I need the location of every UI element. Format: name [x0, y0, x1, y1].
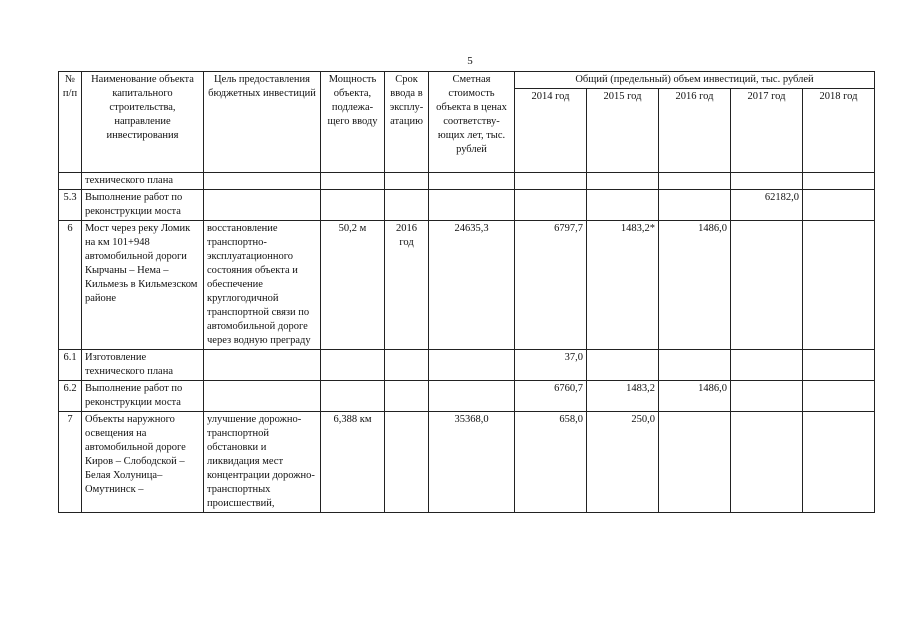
cell-num: 6 [59, 221, 82, 350]
cell-term: 2016 год [385, 221, 429, 350]
cell-2014 [515, 173, 587, 190]
cell-capacity [321, 190, 385, 221]
cell-term [385, 350, 429, 381]
cell-goal: восстановление транспортно-эксплуатационного состояния объекта и обеспечение круглогодичной транспортной связи по автомобильной дороге через водную преграду [204, 221, 321, 350]
cell-2014: 6760,7 [515, 381, 587, 412]
cell-cost [429, 350, 515, 381]
col-header-name: Наименование объекта капитального строительства, направление инвестирования [82, 72, 204, 173]
col-header-year: 2014 год [515, 89, 587, 173]
cell-2016: 1486,0 [659, 221, 731, 350]
cell-capacity: 6,388 км [321, 412, 385, 513]
cell-goal [204, 190, 321, 221]
cell-2017 [731, 173, 803, 190]
col-header-total: Общий (предельный) объем инвестиций, тыс. рублей [515, 72, 875, 89]
cell-capacity: 50,2 м [321, 221, 385, 350]
table-row [59, 381, 875, 412]
table-row [59, 412, 875, 513]
cell-num: 6.1 [59, 350, 82, 381]
cell-2018 [803, 190, 875, 221]
col-header-year: 2015 год [587, 89, 659, 173]
cell-cost [429, 190, 515, 221]
cell-2015 [587, 190, 659, 221]
cell-2015 [587, 173, 659, 190]
cell-2015: 1483,2* [587, 221, 659, 350]
cell-goal [204, 381, 321, 412]
cell-num: 6.2 [59, 381, 82, 412]
col-header-term: Срок ввода в эксплу- атацию [385, 72, 429, 173]
cell-goal [204, 350, 321, 381]
cell-2018 [803, 221, 875, 350]
cell-capacity [321, 381, 385, 412]
cell-2017 [731, 412, 803, 513]
col-header-num: № п/п [59, 72, 82, 173]
cell-2018 [803, 350, 875, 381]
cell-name: Изготовление технического плана [82, 350, 204, 381]
cell-term [385, 173, 429, 190]
col-header-cost: Сметная стоимость объекта в ценах соответству- ющих лет, тыс. рублей [429, 72, 515, 173]
cell-2016 [659, 412, 731, 513]
cell-2014: 658,0 [515, 412, 587, 513]
cell-2017 [731, 381, 803, 412]
cell-goal [204, 173, 321, 190]
cell-cost [429, 173, 515, 190]
cell-2017 [731, 221, 803, 350]
col-header-capacity: Мощность объекта, подлежа- щего вводу [321, 72, 385, 173]
cell-2015: 1483,2 [587, 381, 659, 412]
cell-name: Мост через реку Ломик на км 101+948 автомобильной дороги Кырчаны – Нема – Кильмезь в Кильмезском районе [82, 221, 204, 350]
table-row [59, 221, 875, 350]
table-row [59, 350, 875, 381]
table-row [59, 173, 875, 190]
cell-name: Выполнение работ по реконструкции моста [82, 381, 204, 412]
cell-2014: 6797,7 [515, 221, 587, 350]
cell-capacity [321, 350, 385, 381]
cell-name: Объекты наружного освещения на автомобильной дороге Киров – Слободской – Белая Холуница– Омутнинск – [82, 412, 204, 513]
cell-2017: 62182,0 [731, 190, 803, 221]
cell-2016 [659, 190, 731, 221]
cell-2014 [515, 190, 587, 221]
cell-num: 5.3 [59, 190, 82, 221]
cell-2016 [659, 173, 731, 190]
cell-2016 [659, 350, 731, 381]
cell-num [59, 173, 82, 190]
cell-goal: улучшение дорожно-транспортной обстановки и ликвидация мест концентрации дорожно-транспортных происшествий, [204, 412, 321, 513]
col-header-year: 2017 год [731, 89, 803, 173]
col-header-goal: Цель предоставления бюджетных инвестиций [204, 72, 321, 173]
cell-term [385, 412, 429, 513]
cell-2018 [803, 412, 875, 513]
cell-2014: 37,0 [515, 350, 587, 381]
cell-2018 [803, 381, 875, 412]
cell-2015: 250,0 [587, 412, 659, 513]
investment-table [58, 71, 875, 513]
cell-capacity [321, 173, 385, 190]
cell-2015 [587, 350, 659, 381]
cell-2017 [731, 350, 803, 381]
table-row [59, 190, 875, 221]
cell-cost: 35368,0 [429, 412, 515, 513]
cell-cost: 24635,3 [429, 221, 515, 350]
col-header-year: 2018 год [803, 89, 875, 173]
cell-cost [429, 381, 515, 412]
col-header-year: 2016 год [659, 89, 731, 173]
cell-name: технического плана [82, 173, 204, 190]
cell-2018 [803, 173, 875, 190]
cell-term [385, 190, 429, 221]
cell-term [385, 381, 429, 412]
cell-num: 7 [59, 412, 82, 513]
cell-name: Выполнение работ по реконструкции моста [82, 190, 204, 221]
page-number: 5 [467, 55, 473, 67]
cell-2016: 1486,0 [659, 381, 731, 412]
